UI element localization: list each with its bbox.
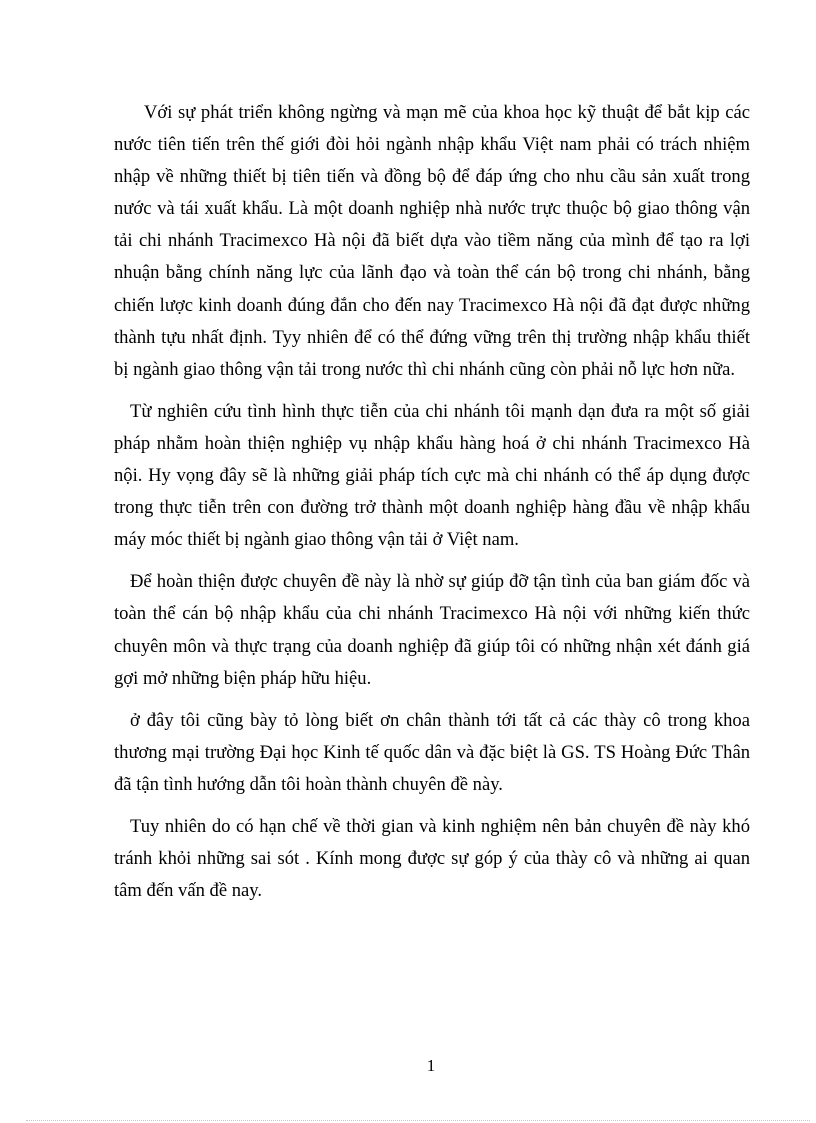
page-number: 1 (426, 1056, 436, 1075)
paragraph-solutions: Từ nghiên cứu tình hình thực tiễn của chi nhánh tôi mạnh dạn đưa ra một số giải pháp nhằm hoàn thiện nghiệp vụ nhập khẩu hàng hoá ở chi nhánh Tracimexco Hà nội. Hy vọng đây sẽ là những giải pháp tích cực mà chi nhánh có thể áp dụng được trong thực tiễn trên con đường trở thành một doanh nghiệp hàng đầu về nhập khẩu máy móc thiết bị ngành giao thông vận tải ở Việt nam. (114, 400, 750, 551)
paragraph-thanks: ở đây tôi cũng bày tỏ lòng biết ơn chân thành tới tất cả các thày cô trong khoa thương mại trường Đại học Kinh tế quốc dân và đặc biệt là GS. TS Hoàng Đức Thân đã tận tình hướng dẫn tôi hoàn thành chuyên đề này. (114, 709, 750, 795)
page-bottom-divider (26, 1120, 810, 1121)
paragraph-intro: Với sự phát triển không ngừng và mạn mẽ của khoa học kỹ thuật để bắt kịp các nước tiên tiến trên thế giới đòi hỏi ngành nhập khẩu Việt nam phải có trách nhiệm nhập về những thiết bị tiên tiến và đồng bộ để đáp ứng cho nhu cầu sản xuất trong nước và tái xuất khẩu. Là một doanh nghiệp nhà nước trực thuộc bộ giao thông vận tải chi nhánh Tracimexco Hà nội đã biết dựa vào tiềm năng của mình để tạo ra lợi nhuận bằng chính năng lực của lãnh đạo và toàn thể cán bộ trong chi nhánh, bằng chiến lược kinh doanh đúng đắn cho đến nay Tracimexco Hà nội đã đạt được những thành tựu nhất định. Tyy nhiên để có thể đứng vững trên thị trường nhập khẩu thiết bị ngành giao thông vận tải trong nước thì chi nhánh cũng còn phải nỗ lực hơn nữa. (114, 102, 750, 380)
document-body (114, 97, 750, 907)
paragraph-closing: Tuy nhiên do có hạn chế về thời gian và kinh nghiệm nên bản chuyên đề này khó tránh khỏi những sai sót . Kính mong được sự góp ý của thày cô và những ai quan tâm đến vấn đề nay. (114, 815, 750, 902)
paragraph-acknowledgement: Để hoàn thiện được chuyên đề này là nhờ sự giúp đỡ tận tình của ban giám đốc và toàn thể cán bộ nhập khẩu của chi nhánh Tracimexco Hà nội với những kiến thức chuyên môn và thực trạng của doanh nghiệp đã giúp tôi có những nhận xét đánh giá gợi mở những biện pháp hữu hiệu. (114, 571, 750, 689)
